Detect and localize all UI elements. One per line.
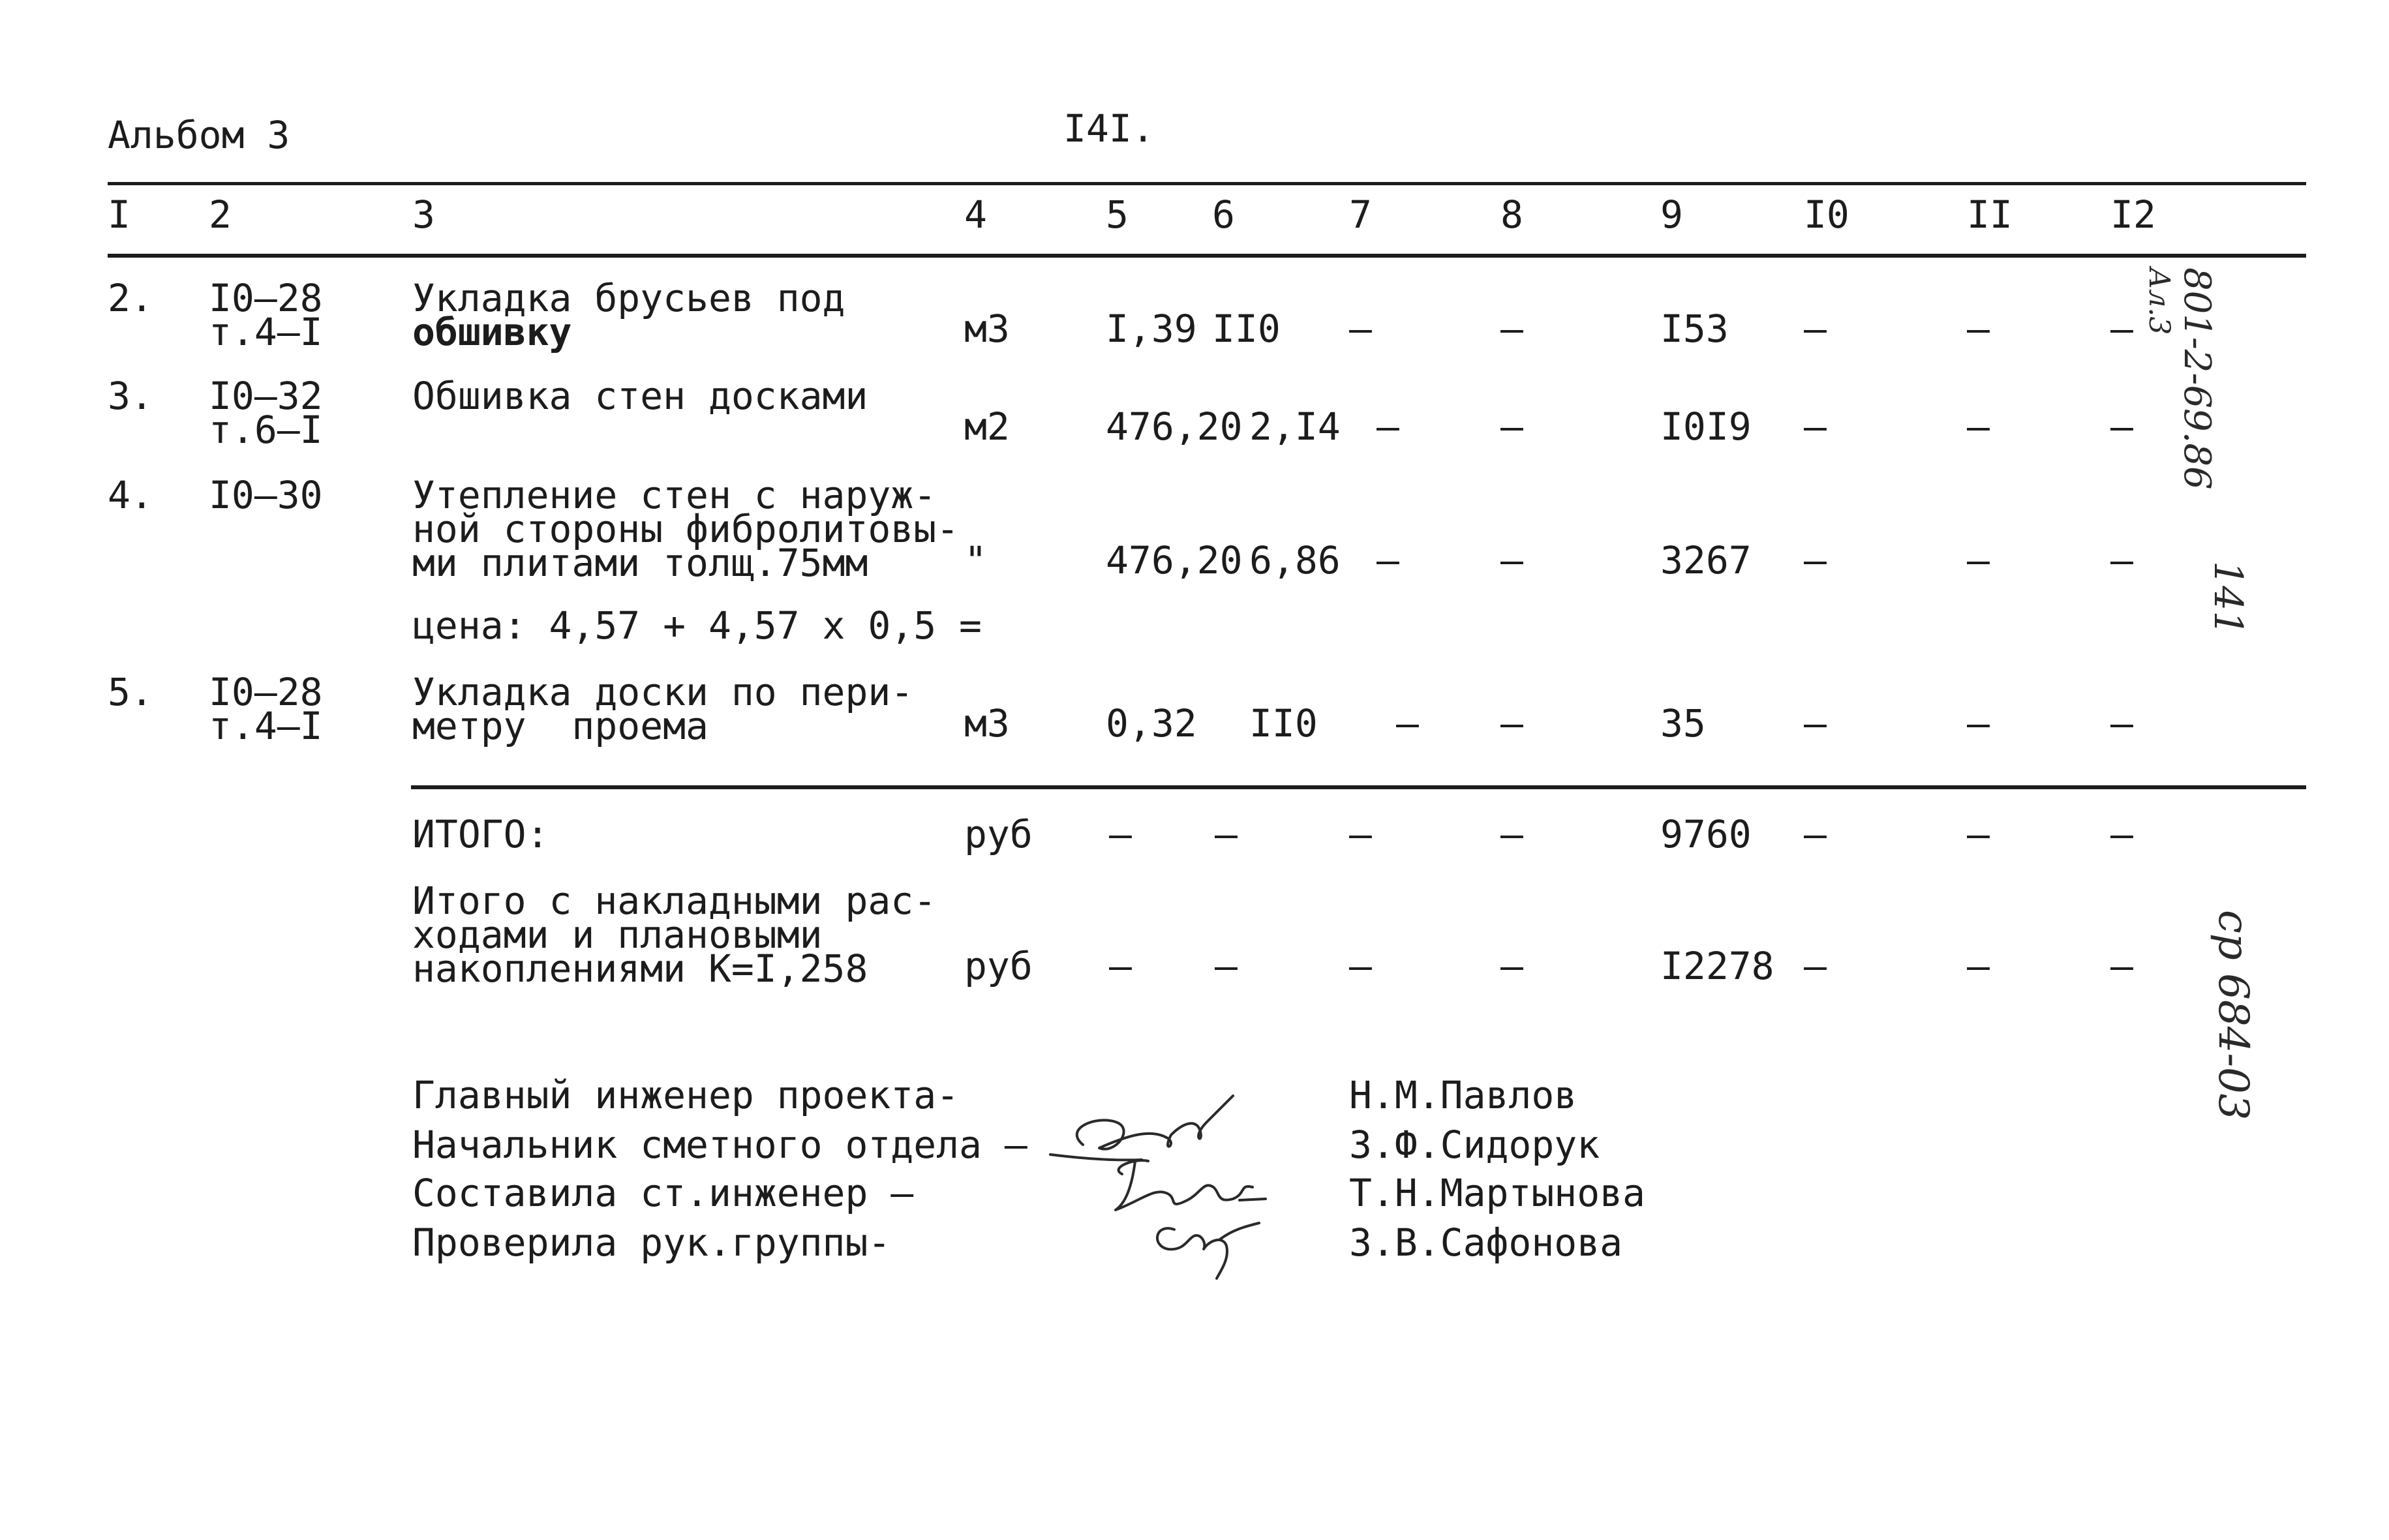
- col-header-4: 4: [964, 192, 987, 237]
- total-col9: 9760: [1660, 812, 1752, 856]
- row-unit: ": [964, 538, 987, 582]
- total-col7: –: [1349, 812, 1372, 856]
- row-col8: –: [1500, 307, 1523, 351]
- row-col9: I0I9: [1660, 404, 1752, 449]
- row-code: I0–28: [209, 670, 323, 714]
- handwritten-signatures: [1037, 1083, 1311, 1285]
- row-price: II0: [1212, 307, 1281, 351]
- total-col9: I2278: [1660, 944, 1774, 988]
- total-col5: –: [1109, 812, 1132, 856]
- row-col9: 35: [1660, 701, 1706, 746]
- handwritten-code: ср 684-03: [2209, 910, 2257, 1121]
- row-col11: –: [1967, 307, 1990, 351]
- margin-stamp: [2045, 267, 2218, 562]
- row-col11: –: [1967, 538, 1990, 582]
- album-label: Альбом 3: [108, 113, 290, 157]
- signature-role: Проверила рук.группы-: [412, 1220, 891, 1265]
- row-col7: –: [1377, 538, 1399, 582]
- row-number: 5.: [108, 670, 153, 714]
- row-col10: –: [1804, 307, 1827, 351]
- total-col10: –: [1804, 944, 1827, 988]
- row-number: 3.: [108, 374, 153, 418]
- row-col9: 3267: [1660, 538, 1752, 582]
- totals-rule: [411, 785, 2306, 789]
- row-code: т.4–I: [209, 310, 323, 354]
- row-col8: –: [1500, 701, 1523, 746]
- total-col8: –: [1500, 944, 1523, 988]
- handwritten-page-number: 141: [2205, 561, 2251, 636]
- row-unit: м2: [964, 404, 1010, 449]
- signature-name: Т.Н.Мартынова: [1349, 1171, 1645, 1215]
- row-col8: –: [1500, 538, 1523, 582]
- row-col7: –: [1349, 307, 1372, 351]
- total-col11: –: [1967, 812, 1990, 856]
- total-unit: руб: [964, 944, 1033, 988]
- row-col9: I53: [1660, 307, 1729, 351]
- row-description: Обшивка стен досками: [412, 374, 868, 418]
- row-col12: –: [2110, 404, 2133, 449]
- col-header-1: I: [108, 192, 130, 237]
- row-description: ной стороны фибролитовы-: [412, 507, 960, 551]
- row-col11: –: [1967, 404, 1990, 449]
- col-header-8: 8: [1500, 192, 1523, 237]
- row-col12: –: [2110, 538, 2133, 582]
- row-code: I0–32: [209, 374, 323, 418]
- row-description: Укладка брусьев под: [412, 276, 845, 320]
- total-col10: –: [1804, 812, 1827, 856]
- total-label: ИТОГО:: [412, 812, 549, 856]
- total-col5: –: [1109, 944, 1132, 988]
- row-col7: –: [1377, 404, 1399, 449]
- total-label: накоплениями К=I,258: [412, 946, 868, 991]
- row-col7: –: [1396, 701, 1419, 746]
- row-description: Утепление стен с наруж-: [412, 473, 937, 517]
- signature-role: Главный инженер проекта-: [412, 1073, 960, 1117]
- price-note: цена: 4,57 + 4,57 х 0,5 =: [412, 603, 982, 648]
- row-price: 6,86: [1249, 538, 1341, 582]
- row-quantity: 0,32: [1106, 701, 1197, 746]
- signature-name: З.В.Сафонова: [1349, 1220, 1623, 1265]
- row-col11: –: [1967, 701, 1990, 746]
- stamp-line-1: 801-2-69.86: [2176, 267, 2218, 490]
- row-description: ми плитами толщ.75мм: [412, 541, 868, 585]
- row-code: I0–28: [209, 276, 323, 320]
- row-quantity: 476,20: [1106, 538, 1243, 582]
- page-number: I4I.: [1063, 106, 1155, 151]
- total-label: Итого с накладными рас-: [412, 879, 937, 923]
- row-col12: –: [2110, 307, 2133, 351]
- row-description: метру проема: [412, 704, 708, 748]
- row-price: II0: [1249, 701, 1318, 746]
- table-top-rule: [108, 182, 2306, 185]
- total-label: ходами и плановыми: [412, 913, 823, 957]
- row-description: обшивку: [412, 310, 572, 354]
- col-header-2: 2: [209, 192, 232, 237]
- col-header-5: 5: [1106, 192, 1129, 237]
- total-col6: –: [1215, 812, 1238, 856]
- row-code: I0–30: [209, 473, 323, 517]
- row-col10: –: [1804, 701, 1827, 746]
- col-header-10: I0: [1804, 192, 1849, 237]
- signature-role: Составила ст.инженер –: [412, 1171, 914, 1215]
- col-header-9: 9: [1660, 192, 1683, 237]
- row-unit: м3: [964, 701, 1010, 746]
- row-col8: –: [1500, 404, 1523, 449]
- row-number: 2.: [108, 276, 153, 320]
- row-code: т.4–I: [209, 704, 323, 748]
- row-col10: –: [1804, 404, 1827, 449]
- row-code: т.6–I: [209, 408, 323, 452]
- row-price: 2,I4: [1249, 404, 1341, 449]
- row-description: Укладка доски по пери-: [412, 670, 914, 714]
- total-col8: –: [1500, 812, 1523, 856]
- row-quantity: I,39: [1106, 307, 1197, 351]
- signature-role: Начальник сметного отдела –: [412, 1123, 1027, 1167]
- total-col12: –: [2110, 944, 2133, 988]
- col-header-12: I2: [2110, 192, 2156, 237]
- row-quantity: 476,20: [1106, 404, 1243, 449]
- total-col6: –: [1215, 944, 1238, 988]
- col-header-6: 6: [1212, 192, 1235, 237]
- row-number: 4.: [108, 473, 153, 517]
- total-col11: –: [1967, 944, 1990, 988]
- row-unit: м3: [964, 307, 1010, 351]
- table-header-rule: [108, 254, 2306, 258]
- col-header-3: 3: [412, 192, 435, 237]
- col-header-7: 7: [1349, 192, 1372, 237]
- signature-name: З.Ф.Сидорук: [1349, 1123, 1600, 1167]
- stamp-line-2: Ал.3: [2142, 267, 2176, 335]
- total-unit: руб: [964, 812, 1033, 856]
- row-col10: –: [1804, 538, 1827, 582]
- signature-name: Н.М.Павлов: [1349, 1073, 1577, 1117]
- total-col7: –: [1349, 944, 1372, 988]
- total-col12: –: [2110, 812, 2133, 856]
- row-col12: –: [2110, 701, 2133, 746]
- col-header-11: II: [1967, 192, 2013, 237]
